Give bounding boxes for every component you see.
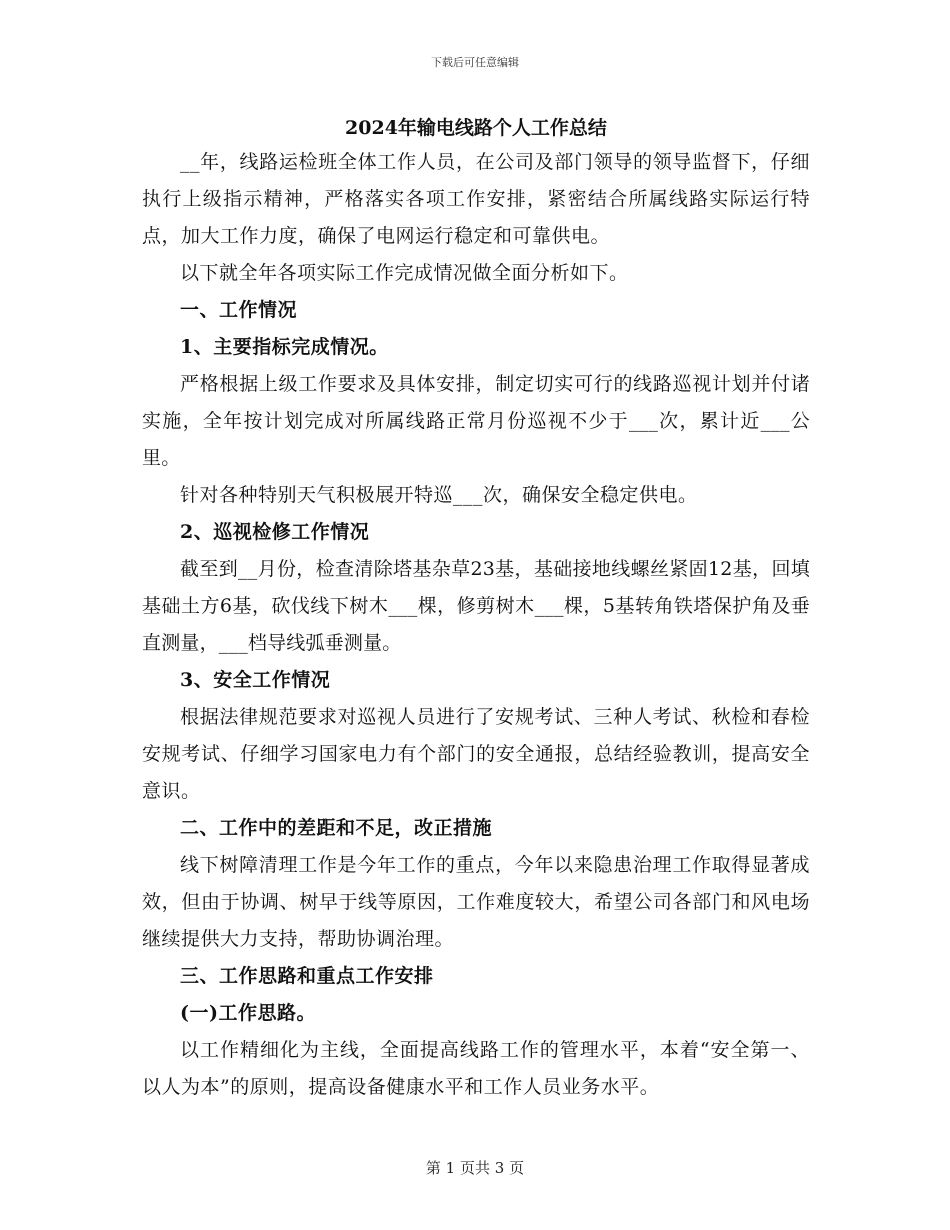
section-heading-shortcomings: 二、工作中的差距和不足，改正措施 (180, 817, 493, 839)
paragraph-shortcomings: 线下树障清理工作是今年工作的重点，今年以来隐患治理工作取得显著成效，但由于协调、树早于线等原因，工作难度较大，希望公司各部门和风电场继续提供大力支持，帮助协调治理。 (142, 854, 810, 950)
subsection-heading-maintenance: 2、巡视检修工作情况 (180, 521, 370, 543)
paragraph-maintenance: 截至到__月份，检查清除塔基杂草23基，基础接地线螺丝紧固12基，回填基础土方6基，砍伐线下树木___棵，修剪树木___棵，5基转角铁塔保护角及垂直测量，___档导线弧垂测量。 (142, 558, 810, 654)
page-footer: 第 1 页共 3 页 (425, 1159, 525, 1177)
page-header: 下载后可任意编辑 (431, 56, 519, 69)
subsection-heading-indicators: 1、主要指标完成情况。 (180, 336, 389, 358)
subsection-heading-safety: 3、安全工作情况 (180, 669, 331, 691)
subsection-heading-approach: (一)工作思路。 (180, 1002, 316, 1024)
document-body (142, 114, 810, 1106)
paragraph-intro: __年，线路运检班全体工作人员，在公司及部门领导的领导监督下，仔细执行上级指示精神，严格落实各项工作安排，紧密结合所属线路实际运行特点，加大工作力度，确保了电网运行稳定和可靠供电。 (142, 151, 810, 247)
paragraph-safety: 根据法律规范要求对巡视人员进行了安规考试、三种人考试、秋检和春检安规考试、仔细学习国家电力有个部门的安全通报，总结经验教训，提高安全意识。 (142, 706, 810, 802)
paragraph-analysis: 以下就全年各项实际工作完成情况做全面分析如下。 (180, 262, 629, 284)
section-heading-work-status: 一、工作情况 (180, 299, 298, 321)
paragraph-patrol-plan: 严格根据上级工作要求及具体安排，制定切实可行的线路巡视计划并付诸实施，全年按计划完成对所属线路正常月份巡视不少于___次，累计近___公里。 (142, 373, 810, 469)
section-heading-plans: 三、工作思路和重点工作安排 (180, 965, 434, 987)
paragraph-special-patrol: 针对各种特别天气积极展开特巡___次，确保安全稳定供电。 (180, 484, 698, 506)
paragraph-approach: 以工作精细化为主线，全面提高线路工作的管理水平，本着“安全第一、以人为本”的原则，提高设备健康水平和工作人员业务水平。 (142, 1039, 810, 1098)
document-title: 2024年输电线路个人工作总结 (345, 117, 607, 139)
